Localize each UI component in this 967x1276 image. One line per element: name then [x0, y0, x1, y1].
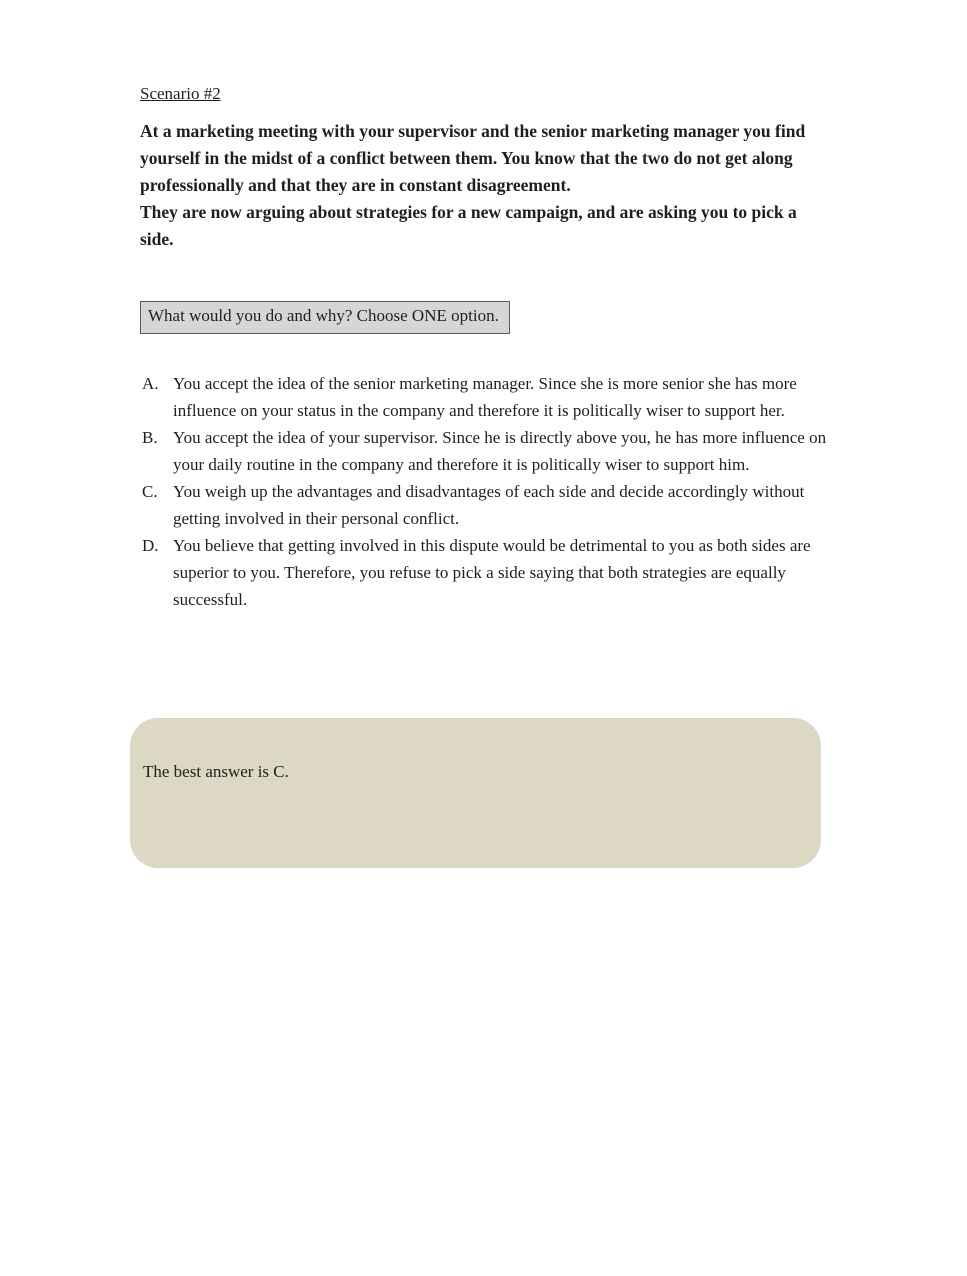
scenario-paragraph-2: They are now arguing about strategies for a new campaign, and are asking you to pick a side. — [140, 202, 797, 249]
scenario-paragraph-1: At a marketing meeting with your supervisor and the senior marketing manager you find yourself in the midst of a conflict between them. You know that the two do not get along professionally and that they are in constant disagreement. — [140, 121, 806, 195]
option-b-text: You accept the idea of your supervisor. Since he is directly above you, he has more influence on your daily routine in the company and therefore it is politically wiser to support him. — [173, 428, 827, 474]
question-prompt-box: What would you do and why? Choose ONE option. — [140, 301, 510, 334]
option-c-letter: C. — [142, 482, 158, 501]
option-b — [142, 424, 832, 478]
scenario-heading: Scenario #2 — [140, 84, 221, 103]
option-d-text: You believe that getting involved in this dispute would be detrimental to you as both sides are superior to you. Therefore, you refuse to pick a side saying that both strategies are equally successful. — [173, 536, 811, 609]
answer-text: The best answer is C. — [143, 762, 289, 781]
option-d — [142, 532, 832, 613]
answer-box — [130, 718, 821, 868]
option-a-text: You accept the idea of the senior marketing manager. Since she is more senior she has more influence on your status in the company and therefore it is politically wiser to support her. — [173, 374, 797, 420]
option-c-text: You weigh up the advantages and disadvantages of each side and decide accordingly without getting involved in their personal conflict. — [173, 482, 805, 528]
option-d-letter: D. — [142, 536, 159, 555]
options-list — [142, 370, 832, 613]
option-c — [142, 478, 832, 532]
option-a-letter: A. — [142, 374, 159, 393]
option-b-letter: B. — [142, 428, 158, 447]
document-page — [140, 84, 832, 613]
option-a — [142, 370, 832, 424]
